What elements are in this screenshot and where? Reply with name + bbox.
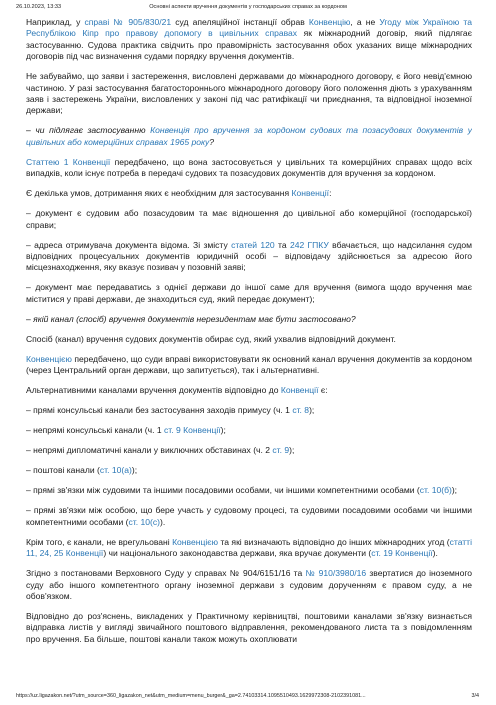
text-run: Спосіб (канал) вручення судових документів обирає суд, який ухвалив відповідний документ.: [26, 333, 396, 344]
text-run: Крім того, є канали, не врегульовані: [26, 536, 173, 547]
text-run: Альтернативними каналами вручення документів відповідно до: [26, 385, 281, 396]
text-run: як міжнародний договір, який підлягає застосуванню. Судова практика свідчить про правомірність застосування обох указаних вище міжнародних договорів під час визначення судами порядку вручення документів.: [26, 28, 472, 62]
text-run: – прямі зв'язки між особою, що бере участь у судовому процесі, та судовими посадовими особами чи іншими компетентними особами (: [26, 505, 472, 527]
inline-link[interactable]: Конвенцією: [26, 353, 72, 364]
inline-link[interactable]: Конвенції: [280, 385, 319, 396]
inline-link[interactable]: 242 ГПКУ: [289, 239, 329, 250]
paragraph: [26, 425, 472, 436]
text-run: – непрямі консульські канали (ч. 1: [26, 425, 164, 436]
text-run: – прямі консульські канали без застосування заходів примусу (ч. 1: [26, 405, 293, 416]
text-run: ).: [159, 516, 166, 527]
text-run: чи підлягає застосуванню: [35, 125, 146, 136]
text-run: – непрямі дипломатичні канали у виключних обставинах (ч. 2: [26, 445, 273, 456]
print-footer: [0, 691, 496, 705]
paragraph: [26, 282, 472, 305]
inline-link[interactable]: ст. 8: [292, 405, 310, 416]
inline-link[interactable]: ст. 10(б): [419, 485, 452, 496]
inline-link[interactable]: Угоду між Україною та Республікою Кіпр про правову допомогу в цивільних справах: [26, 17, 472, 39]
text-run: – поштові канали (: [26, 465, 100, 476]
text-run: );: [451, 485, 458, 496]
inline-link[interactable]: ст. 19 Конвенції: [371, 548, 433, 559]
text-run: :: [329, 188, 332, 199]
paragraph: [26, 188, 472, 199]
text-run: суд апеляційної інстанції обрав: [171, 17, 309, 27]
paragraph: [26, 240, 472, 274]
inline-link[interactable]: справі № 905/830/21: [84, 17, 172, 27]
paragraph: [26, 445, 472, 456]
inline-link[interactable]: ст. 9 Конвенції: [163, 425, 221, 436]
text-run: є:: [318, 385, 328, 396]
text-run: ).: [432, 548, 438, 559]
paragraph: [26, 568, 472, 602]
text-run: ) чи національного законодавства держави, яка вручає документи (: [103, 548, 372, 559]
inline-link[interactable]: Статтею 1 Конвенції: [26, 156, 111, 167]
text-run: звертатися до іноземного суду або іншого компетентного органу іноземної держави з судовим дорученням є правом суду, а не обов'язком.: [26, 568, 472, 601]
paragraph: [26, 71, 472, 117]
text-run: );: [309, 405, 315, 416]
paragraph: [26, 485, 472, 496]
print-datetime: 26.10.2023, 13:33: [16, 4, 62, 10]
paragraph: [26, 611, 472, 645]
text-run: – прямі зв'язки між судовими та іншими посадовими особами, чи іншими компетентними особами (: [26, 485, 420, 496]
paragraph: [26, 385, 472, 396]
inline-link[interactable]: Конвенції: [291, 188, 330, 199]
paragraph: [26, 157, 472, 180]
text-run: –: [26, 125, 36, 136]
text-run: – документ має передаватись з однієї держави до іншої саме для вручення (вимога щодо вручення має міститися у праві держави, де знаходиться суд, який передає документ);: [26, 282, 472, 304]
paragraph: [26, 465, 472, 476]
inline-link[interactable]: Конвенцію: [308, 17, 351, 27]
paragraph: [26, 405, 472, 416]
page-number: 3/4: [471, 693, 479, 699]
inline-link[interactable]: статті 11, 24, 25 Конвенції: [26, 536, 472, 559]
text-run: та які визначають відповідно до інших міжнародних угод (: [218, 536, 450, 547]
inline-link[interactable]: Конвенцією: [172, 536, 219, 547]
text-run: – адреса отримувача документа відома. Зі змісту: [26, 239, 232, 250]
inline-link[interactable]: № 910/3980/16: [305, 568, 367, 579]
text-run: передбачено, що вона застосовується у цивільних та комерційних справах щодо всіх випадків, коли існує потреба в передачі судових та позасудових документів для вручення за кордоном.: [26, 156, 472, 179]
text-run: ?: [209, 136, 215, 147]
article-body: [26, 17, 472, 677]
paragraph: [26, 17, 472, 63]
text-run: – якій канал (спосіб) вручення документів нерезидентам має бути застосовано?: [26, 313, 356, 324]
paragraph: [26, 505, 472, 528]
text-run: – документ є судовим або позасудовим та має відношення до цивільної або комерційної (господарської) справи;: [26, 208, 472, 230]
text-run: , а не: [350, 17, 380, 27]
inline-link[interactable]: ст. 10(а): [99, 465, 132, 476]
paragraph: [26, 537, 472, 560]
paragraph: [26, 125, 472, 148]
text-run: );: [289, 445, 295, 456]
inline-link[interactable]: Конвенція про вручення за кордоном судових та позасудових документів у цивільних або комерційних справах 1965 року: [26, 125, 472, 147]
print-header: [0, 0, 496, 14]
text-run: передбачено, що суди вправі використовувати як основний канал вручення документів за кордоном (через Центральний орган держави, що запитується), так і альтернативні.: [26, 353, 472, 376]
paragraph: [26, 314, 472, 325]
page-url: https://uz.ligazakon.net/?utm_source=360_ligazakon_net&utm_medium=menu_burger&_ga=2.74103314.1095510493.1629972308-2102391081...: [16, 693, 366, 699]
text-run: Відповідно до роз'яснень, викладених у Практичному керівництві, поштовими каналами зв'язку визнається відправка листів у вигляді звичайного поштового відправлення, рекомендованого листа та з повідомленням про вручення. Ба більше, поштові канали також можуть охоплювати: [26, 610, 472, 644]
inline-link[interactable]: ст. 10(с): [128, 516, 160, 527]
paragraph: [26, 354, 472, 377]
text-run: Є декілька умов, дотримання яких є необхідним для застосування: [26, 188, 292, 199]
text-run: та: [274, 239, 290, 250]
print-title: Основні аспекти вручення документів у господарських справах за кордоном: [149, 4, 347, 10]
text-run: Наприклад, у: [26, 17, 85, 27]
text-run: вбачається, що надсилання судом відповідних процесуальних документів юридичній особі – відповідачу здійснюється за адресою його місцезнаходження, яку вказує позивач у позовній заяві;: [26, 239, 472, 273]
text-run: Не забуваймо, що заяви і застереження, висловлені державами до міжнародного договору, є його невід'ємною частиною. У разі застосування багатостороннього міжнародного договору його положення діють з урахуванням заяв і застережень України, висловлених у законі під час ратифікації чи приєднання, та відповідної іноземної держави;: [26, 71, 472, 116]
text-run: );: [131, 465, 138, 476]
text-run: Згідно з постановами Верховного Суду у справах № 904/6151/16 та: [26, 568, 306, 579]
paragraph: [26, 334, 472, 345]
paragraph: [26, 208, 472, 231]
text-run: );: [220, 425, 226, 436]
inline-link[interactable]: статей 120: [231, 239, 275, 250]
inline-link[interactable]: ст. 9: [272, 445, 290, 456]
